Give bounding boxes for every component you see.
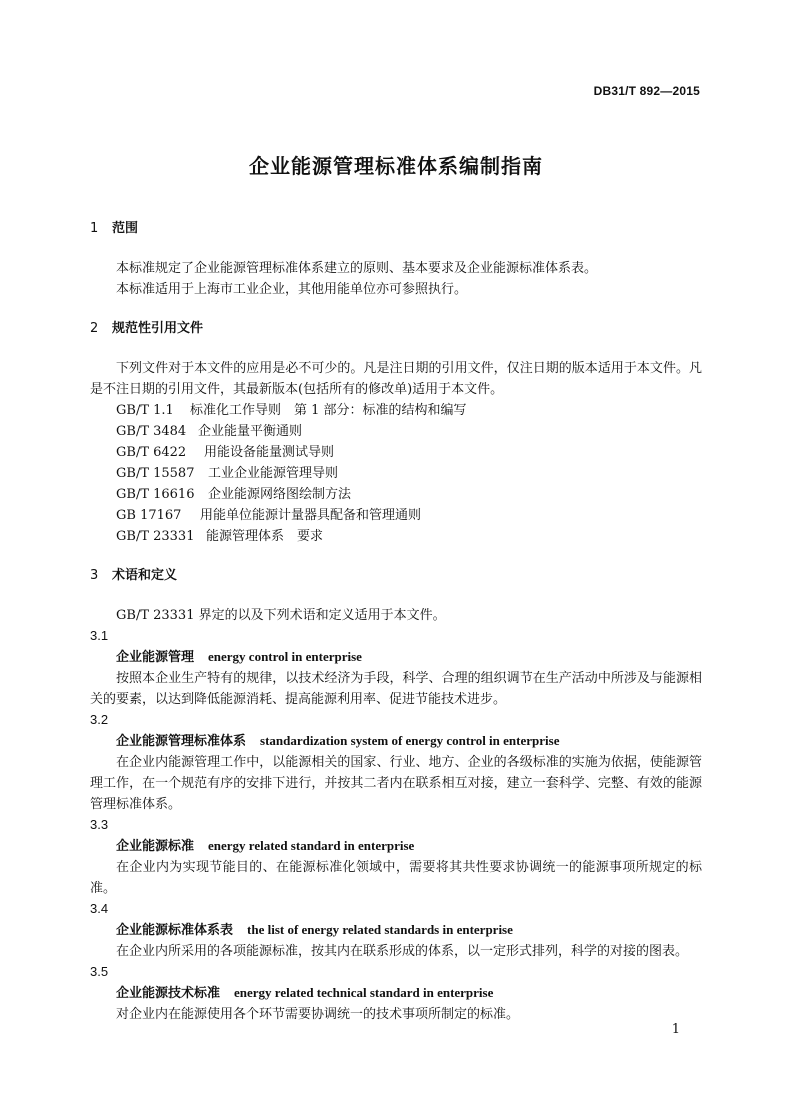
term-number: 3.3 [90,817,109,832]
reference-item [90,463,702,484]
reference-title: 用能设备能量测试导则 [204,445,335,460]
section-title: 术语和定义 [112,568,178,583]
reference-code: GB/T 15587 [116,466,195,481]
section-heading-terms-and-definitions [90,567,702,585]
reference-code: GB/T 23331 [116,529,195,544]
document-body [90,220,702,1025]
term-number: 3.4 [90,901,109,916]
term-definition: 按照本企业生产特有的规律，以技术经济为手段，科学、合理的组织调节在生产活动中所涉及与能源相关的要素，以达到降低能源消耗、提高能源利用率、促进节能技术进步。 [90,671,702,707]
section-number: 2 [90,321,99,336]
reference-title: 标准化工作导则 第 1 部分：标准的结构和编写 [190,403,467,418]
reference-code: GB 17167 [116,508,182,523]
section-number: 1 [90,221,99,236]
reference-title: 企业能量平衡通则 [198,424,303,439]
reference-item [90,442,702,463]
term-name-zh: 企业能源技术标准 [116,986,221,1001]
document-id: DB31/T 892—2015 [593,84,700,98]
reference-item [90,421,702,442]
term-number: 3.1 [90,628,109,643]
term-definition: 在企业内所采用的各项能源标准，按其内在联系形成的体系，以一定形式排列，科学的对接的图表。 [116,944,689,959]
term-name [90,982,702,1004]
term-name-en: standardization system of energy control in enterprise [260,733,560,748]
term-name-en: energy related technical standard in enterprise [234,985,494,1000]
page-title: 企业能源管理标准体系编制指南 [249,154,543,178]
term-definition: 对企业内在能源使用各个环节需要协调统一的技术事项所制定的标准。 [116,1007,520,1022]
paragraph: GB/T 23331 界定的以及下列术语和定义适用于本文件。 [116,608,446,623]
term-name-zh: 企业能源标准体系表 [116,923,234,938]
paragraph: 本标准适用于上海市工业企业，其他用能单位亦可参照执行。 [116,282,468,297]
term-name [90,730,702,752]
reference-code: GB/T 6422 [116,445,187,460]
reference-title: 用能单位能源计量器具配备和管理通则 [200,508,422,523]
term-name-en: energy related standard in enterprise [208,838,415,853]
reference-code: GB/T 1.1 [116,403,174,418]
reference-item [90,400,702,421]
reference-item [90,526,702,547]
reference-code: GB/T 16616 [116,487,195,502]
term-definition: 在企业内为实现节能目的、在能源标准化领域中，需要将其共性要求协调统一的能源事项所规定的标准。 [90,860,702,896]
term-name-zh: 企业能源管理标准体系 [116,734,247,749]
reference-title: 工业企业能源管理导则 [208,466,339,481]
term-name-zh: 企业能源管理 [116,650,195,665]
reference-code: GB/T 3484 [116,424,187,439]
section-heading-scope [90,220,702,238]
reference-title: 企业能源网络图绘制方法 [208,487,352,502]
reference-title: 能源管理体系 要求 [206,529,324,544]
page-number: 1 [671,1022,680,1037]
paragraph: 本标准规定了企业能源管理标准体系建立的原则、基本要求及企业能源标准体系表。 [116,261,598,276]
term-number: 3.2 [90,712,109,727]
paragraph: 下列文件对于本文件的应用是必不可少的。凡是注日期的引用文件，仅注日期的版本适用于本文件。凡是不注日期的引用文件，其最新版本(包括所有的修改单)适用于本文件。 [90,361,702,397]
section-heading-normative-references [90,320,702,338]
term-name-zh: 企业能源标准 [116,839,195,854]
term-definition: 在企业内能源管理工作中，以能源相关的国家、行业、地方、企业的各级标准的实施为依据，使能源管理工作，在一个规范有序的安排下进行，并按其二者内在联系相互对接，建立一套科学、完整、有效的能源管理标准体系。 [90,755,702,812]
term-name [90,919,702,941]
term-name-en: the list of energy related standards in enterprise [247,922,513,937]
section-number: 3 [90,568,99,583]
term-name-en: energy control in enterprise [208,649,362,664]
reference-item [90,505,702,526]
term-name [90,835,702,857]
section-title: 范围 [112,221,139,236]
section-title: 规范性引用文件 [112,321,204,336]
term-name [90,646,702,668]
term-number: 3.5 [90,964,109,979]
reference-item [90,484,702,505]
